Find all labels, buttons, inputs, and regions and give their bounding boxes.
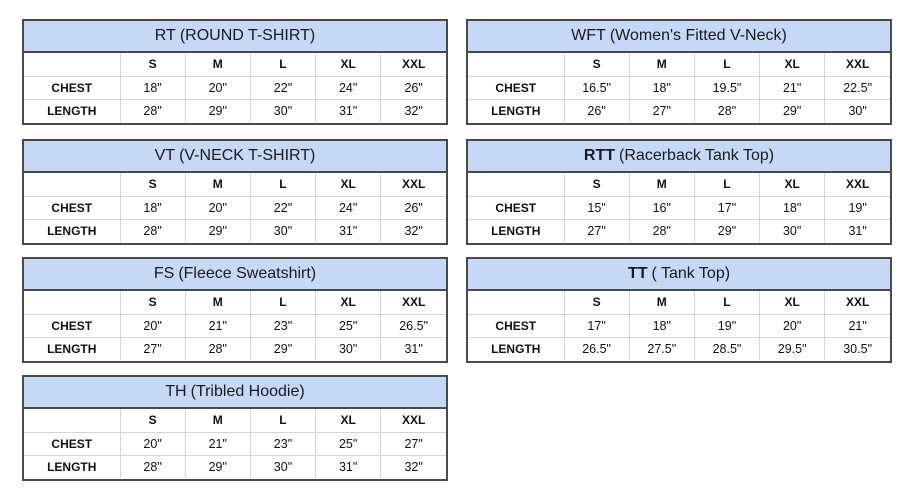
length-value: 29" xyxy=(185,99,250,122)
size-header: S xyxy=(120,173,185,196)
size-header: L xyxy=(694,173,759,196)
length-value: 27" xyxy=(120,337,185,360)
corner-cell xyxy=(468,173,564,196)
size-header: L xyxy=(250,173,315,196)
chest-value: 16" xyxy=(629,196,694,219)
product-code: FS xyxy=(153,265,175,282)
size-header: XXL xyxy=(825,291,890,314)
table-title xyxy=(468,21,890,53)
chest-value: 21" xyxy=(185,432,250,455)
product-code: RTT xyxy=(583,147,616,164)
product-name: (Women's Fitted V-Neck) xyxy=(609,27,787,44)
chest-value: 17" xyxy=(564,314,629,337)
size-header-row xyxy=(24,173,446,196)
size-header: XL xyxy=(760,291,825,314)
length-value: 32" xyxy=(404,459,423,474)
length-value: 30" xyxy=(760,219,825,242)
size-header-row xyxy=(24,53,446,76)
length-value: 30" xyxy=(316,337,381,360)
corner-cell xyxy=(468,291,564,314)
corner-cell xyxy=(24,291,120,314)
product-name: (Racerback Tank Top) xyxy=(619,147,775,164)
length-value: 28" xyxy=(120,455,185,478)
size-header-row xyxy=(24,291,446,314)
length-value: 29" xyxy=(185,455,250,478)
product-code: TH xyxy=(165,383,187,400)
chest-value: 20" xyxy=(185,196,250,219)
size-grid xyxy=(24,291,446,360)
size-header: XL xyxy=(760,53,825,76)
length-value: 26.5" xyxy=(564,337,629,360)
length-value: 28" xyxy=(185,337,250,360)
chest-value: 27" xyxy=(381,432,446,455)
chest-value: 22" xyxy=(250,196,315,219)
chest-label: CHEST xyxy=(24,432,120,455)
length-value: 29" xyxy=(694,219,759,242)
size-header: S xyxy=(564,53,629,76)
corner-cell xyxy=(468,53,564,76)
chest-value: 17" xyxy=(694,196,759,219)
product-code: VT xyxy=(154,147,176,164)
chest-value: 24" xyxy=(316,196,381,219)
length-label: LENGTH xyxy=(468,219,564,242)
length-row xyxy=(468,337,890,360)
size-header: L xyxy=(694,291,759,314)
chest-value: 24" xyxy=(316,76,381,99)
size-header: M xyxy=(629,291,694,314)
chest-value: 26" xyxy=(381,76,446,99)
chest-value: 19" xyxy=(825,196,890,219)
chest-value: 26" xyxy=(381,196,446,219)
size-header: S xyxy=(564,173,629,196)
length-value: 30" xyxy=(250,219,315,242)
length-label: LENGTH xyxy=(24,219,120,242)
chest-value: 18" xyxy=(120,76,185,99)
table-title xyxy=(24,377,446,409)
chest-value: 22" xyxy=(250,76,315,99)
size-table-rtt xyxy=(466,139,892,245)
size-table-rt xyxy=(22,19,448,125)
size-header: XXL xyxy=(381,173,446,196)
chest-label: CHEST xyxy=(24,76,120,99)
chest-value: 26.5" xyxy=(381,314,446,337)
size-header: XXL xyxy=(381,409,446,432)
length-value: 32" xyxy=(404,223,423,238)
size-header: L xyxy=(250,291,315,314)
length-value: 31" xyxy=(316,455,381,478)
corner-cell xyxy=(24,409,120,432)
size-header-row xyxy=(468,53,890,76)
length-value: 30" xyxy=(250,455,315,478)
size-header: S xyxy=(120,291,185,314)
size-header-row xyxy=(24,409,446,432)
size-header: XXL xyxy=(825,53,890,76)
chest-value: 21" xyxy=(825,314,890,337)
length-row xyxy=(24,337,446,360)
chest-value: 18" xyxy=(120,196,185,219)
length-value: 28" xyxy=(120,99,185,122)
length-row xyxy=(468,219,890,242)
chest-value: 18" xyxy=(629,314,694,337)
size-header: XL xyxy=(760,173,825,196)
length-value: 31" xyxy=(848,223,867,238)
length-row xyxy=(24,219,446,242)
table-title xyxy=(24,259,446,291)
chest-row xyxy=(468,76,890,99)
product-name: (Tribled Hoodie) xyxy=(190,383,305,400)
table-title xyxy=(468,259,890,291)
chest-value: 19" xyxy=(694,314,759,337)
size-table-th xyxy=(22,375,448,481)
length-value: 27" xyxy=(629,99,694,122)
length-value: 28" xyxy=(629,219,694,242)
product-name: (V-NECK T-SHIRT) xyxy=(179,147,316,164)
length-value: 31" xyxy=(316,99,381,122)
size-header: XXL xyxy=(825,173,890,196)
size-table-wft xyxy=(466,19,892,125)
chest-value: 21" xyxy=(185,314,250,337)
chest-value: 15" xyxy=(564,196,629,219)
chest-value: 19.5" xyxy=(694,76,759,99)
chest-label: CHEST xyxy=(24,196,120,219)
length-value: 29" xyxy=(760,99,825,122)
length-value: 28" xyxy=(120,219,185,242)
length-value: 26" xyxy=(564,99,629,122)
chest-value: 25" xyxy=(316,432,381,455)
length-label: LENGTH xyxy=(468,337,564,360)
size-table-fs xyxy=(22,257,448,363)
size-header: XXL xyxy=(381,53,446,76)
chest-label: CHEST xyxy=(468,76,564,99)
chest-value: 21" xyxy=(760,76,825,99)
size-header: M xyxy=(185,53,250,76)
product-name: (ROUND T-SHIRT) xyxy=(179,27,316,44)
table-title xyxy=(24,21,446,53)
length-value: 27" xyxy=(564,219,629,242)
chest-row xyxy=(24,76,446,99)
size-header-row xyxy=(468,291,890,314)
chest-value: 20" xyxy=(120,314,185,337)
size-grid xyxy=(468,173,890,242)
chest-label: CHEST xyxy=(24,314,120,337)
size-header: XL xyxy=(316,291,381,314)
chest-label: CHEST xyxy=(468,196,564,219)
corner-cell xyxy=(24,53,120,76)
chest-label: CHEST xyxy=(468,314,564,337)
chest-value: 22.5" xyxy=(825,76,890,99)
product-name: (Fleece Sweatshirt) xyxy=(178,265,317,282)
size-grid xyxy=(24,409,446,478)
length-row xyxy=(24,455,446,478)
length-value: 28" xyxy=(694,99,759,122)
size-header: L xyxy=(250,53,315,76)
size-header: M xyxy=(185,409,250,432)
length-value: 28.5" xyxy=(694,337,759,360)
chest-value: 16.5" xyxy=(564,76,629,99)
length-row xyxy=(24,99,446,122)
length-row xyxy=(468,99,890,122)
product-code: RT xyxy=(154,27,176,44)
length-value: 30.5" xyxy=(843,341,873,356)
size-header: L xyxy=(694,53,759,76)
size-header: XL xyxy=(316,173,381,196)
length-value: 30" xyxy=(848,103,867,118)
product-code: WFT xyxy=(571,27,606,44)
size-header: M xyxy=(185,173,250,196)
corner-cell xyxy=(24,173,120,196)
chest-value: 20" xyxy=(120,432,185,455)
size-header: M xyxy=(185,291,250,314)
size-header: XL xyxy=(316,409,381,432)
size-grid xyxy=(468,291,890,360)
size-grid xyxy=(24,53,446,122)
size-table-vt xyxy=(22,139,448,245)
table-title xyxy=(468,141,890,173)
size-header: M xyxy=(629,53,694,76)
chest-row xyxy=(24,432,446,455)
size-grid xyxy=(24,173,446,242)
table-title xyxy=(24,141,446,173)
length-value: 27.5" xyxy=(629,337,694,360)
product-name: ( Tank Top) xyxy=(651,265,731,282)
length-value: 29.5" xyxy=(760,337,825,360)
size-header: S xyxy=(564,291,629,314)
size-header: S xyxy=(120,53,185,76)
length-value: 30" xyxy=(250,99,315,122)
size-grid xyxy=(468,53,890,122)
length-value: 29" xyxy=(250,337,315,360)
chest-row xyxy=(24,314,446,337)
size-header: XXL xyxy=(381,291,446,314)
chest-value: 23" xyxy=(250,432,315,455)
length-value: 31" xyxy=(316,219,381,242)
length-label: LENGTH xyxy=(24,337,120,360)
length-label: LENGTH xyxy=(24,99,120,122)
chest-value: 23" xyxy=(250,314,315,337)
size-header: S xyxy=(120,409,185,432)
chest-row xyxy=(468,196,890,219)
chest-row xyxy=(468,314,890,337)
size-table-tt xyxy=(466,257,892,363)
chest-row xyxy=(24,196,446,219)
size-header: M xyxy=(629,173,694,196)
length-value: 32" xyxy=(404,103,423,118)
length-label: LENGTH xyxy=(468,99,564,122)
chest-value: 18" xyxy=(629,76,694,99)
chest-value: 20" xyxy=(760,314,825,337)
length-value: 31" xyxy=(404,341,423,356)
product-code: TT xyxy=(627,265,648,282)
length-label: LENGTH xyxy=(24,455,120,478)
size-header: L xyxy=(250,409,315,432)
size-header: XL xyxy=(316,53,381,76)
chest-value: 20" xyxy=(185,76,250,99)
size-header-row xyxy=(468,173,890,196)
length-value: 29" xyxy=(185,219,250,242)
chest-value: 25" xyxy=(316,314,381,337)
chest-value: 18" xyxy=(760,196,825,219)
